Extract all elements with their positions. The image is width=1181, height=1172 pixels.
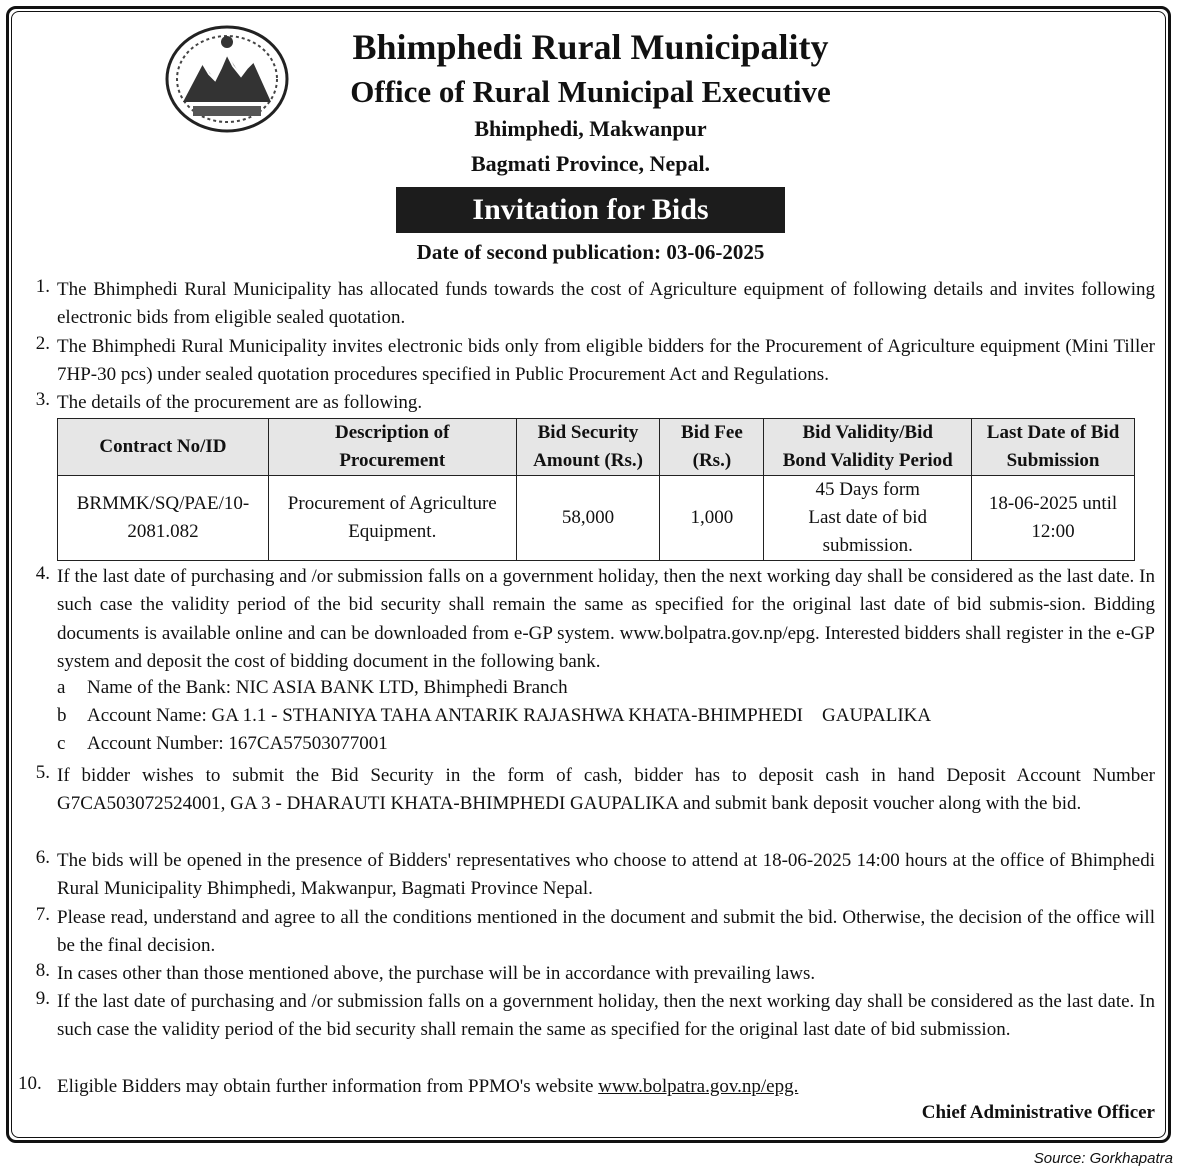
ppmo-website-link[interactable]: www.bolpatra.gov.np/epg.	[598, 1076, 799, 1097]
notice-title-banner: Invitation for Bids	[396, 187, 785, 233]
location-line: Bhimphedi, Makwanpur	[474, 116, 707, 141]
account-number: Account Number: 167CA57503077001	[87, 733, 388, 754]
item-number: 2.	[35, 333, 50, 354]
header-bid-security: Bid Security Amount (Rs.)	[516, 419, 660, 476]
list-item: The Bhimphedi Rural Municipality has allocated funds towards the cost of Agriculture equipment of following details and invites following electronic bids from eligible sealed quotation.	[57, 279, 1155, 329]
item-number: 9.	[35, 988, 50, 1009]
list-item: The Bhimphedi Rural Municipality invites electronic bids only from eligible bidders for the Procurement of Agriculture equipment (Mini Tiller 7HP-30 pcs) under sealed quotation procedures specified in Public Procurement Act and Regulations.	[57, 336, 1155, 386]
cell-bid-security: 58,000	[516, 476, 660, 561]
province-line: Bagmati Province, Nepal.	[470, 151, 711, 176]
municipality-title: Bhimphedi Rural Municipality	[352, 27, 829, 67]
list-item: The bids will be opened in the presence of Bidders' representatives who choose to attend at 18-06-2025 14:00 hours at the office of Bhimphedi Rural Municipality Bhimphedi, Makwanpur, Bagmati Province Nepal.	[57, 850, 1155, 900]
signatory: Chief Administrative Officer	[921, 1102, 1155, 1123]
source-credit: Source: Gorkhapatra	[1033, 1150, 1173, 1167]
item-number: 3.	[35, 389, 50, 410]
header-bid-fee: Bid Fee (Rs.)	[660, 419, 764, 476]
list-item	[57, 1073, 1155, 1101]
list-item: The details of the procurement are as following.	[57, 392, 423, 413]
item-number: 8.	[35, 960, 50, 981]
cell-bid-validity: 45 Days form Last date of bid submission.	[764, 476, 972, 561]
procurement-table	[57, 418, 1135, 561]
list-item: In cases other than those mentioned above, the purchase will be in accordance with prevailing laws.	[57, 963, 816, 984]
list-item: If the last date of purchasing and /or submission falls on a government holiday, then the next working day shall be considered as the last date. In such case the validity period of the bid security shall remain the same as specified for the original last date of bid submis-sion. Bidding documents is available online and can be downloaded from e-GP system. www.bolpatra.gov.np/epg. Interested bidders shall register in the e-GP system and deposit the cost of bidding document in the following bank.	[57, 566, 1155, 673]
cell-bid-fee: 1,000	[660, 476, 764, 561]
table-row	[58, 476, 1135, 561]
table-header-row	[58, 419, 1135, 476]
bank-name: Name of the Bank: NIC ASIA BANK LTD, Bhimphedi Branch	[87, 677, 568, 698]
list-item: Please read, understand and agree to all the conditions mentioned in the document and submit the bid. Otherwise, the decision of the office will be the final decision.	[57, 907, 1155, 957]
item-number: 1.	[35, 276, 50, 297]
cell-last-date: 18-06-2025 until 12:00	[972, 476, 1135, 561]
item-number: 4.	[35, 563, 50, 584]
header-last-date: Last Date of Bid Submission	[972, 419, 1135, 476]
item-number: 6.	[35, 847, 50, 868]
item-number: 10.	[18, 1073, 42, 1094]
account-name: Account Name: GA 1.1 - STHANIYA TAHA ANTARIK RAJASHWA KHATA-BHIMPHEDI GAUPALIKA	[87, 705, 932, 726]
cell-contract-no: BRMMK/SQ/PAE/10- 2081.082	[58, 476, 269, 561]
header-bid-validity: Bid Validity/Bid Bond Validity Period	[764, 419, 972, 476]
cell-description: Procurement of Agriculture Equipment.	[268, 476, 516, 561]
item-number: 5.	[35, 762, 50, 783]
header-description: Description of Procurement	[268, 419, 516, 476]
item-number: 7.	[35, 904, 50, 925]
bank-item-label: a	[57, 677, 66, 698]
list-item: If bidder wishes to submit the Bid Security in the form of cash, bidder has to deposit cash in hand Deposit Account Number G7CA503072524001, GA 3 - DHARAUTI KHATA-BHIMPHEDI GAUPALIKA and submit bank deposit voucher along with the bid.	[57, 765, 1155, 815]
item-10-text: Eligible Bidders may obtain further information from PPMO's website	[57, 1076, 594, 1097]
list-item: If the last date of purchasing and /or submission falls on a government holiday, then the next working day shall be considered as the last date. In such case the validity period of the bid security shall remain the same as specified for the original last date of bid submission.	[57, 991, 1155, 1041]
publication-date: Date of second publication: 03-06-2025	[416, 240, 765, 264]
header-contract-no: Contract No/ID	[58, 419, 269, 476]
office-title: Office of Rural Municipal Executive	[350, 74, 831, 109]
bank-item-label: b	[57, 705, 67, 726]
bank-item-label: c	[57, 733, 66, 754]
